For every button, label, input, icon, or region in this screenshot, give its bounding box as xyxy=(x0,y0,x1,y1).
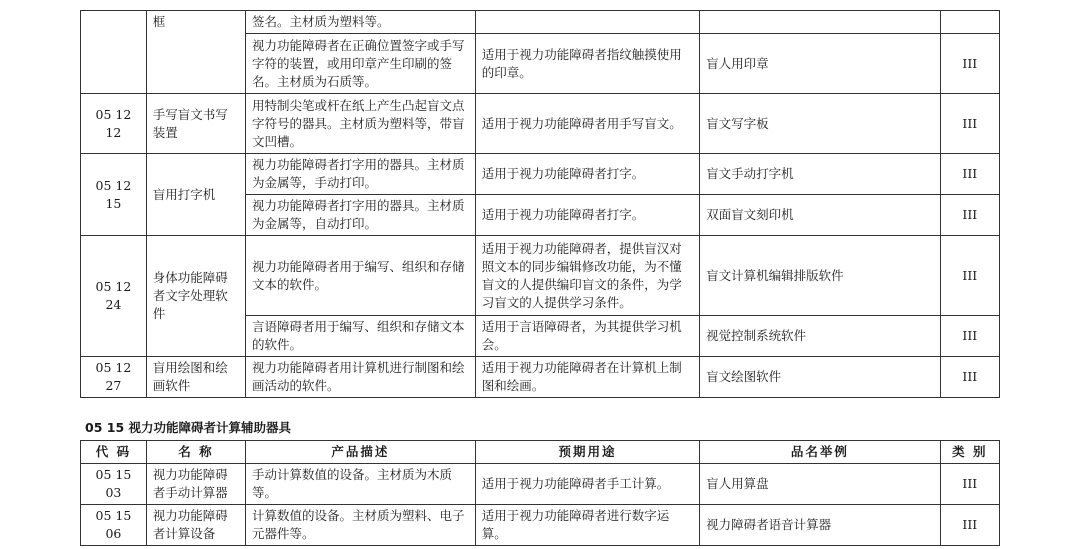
example-cell: 视觉控制系统软件 xyxy=(700,316,941,357)
desc-cell: 手动计算数值的设备。主材质为木质等。 xyxy=(246,464,476,505)
calculation-aids-table xyxy=(80,440,1000,546)
desc-cell: 视力功能障碍者打字用的器具。主材质为金属等，手动打印。 xyxy=(246,154,476,195)
category-cell xyxy=(940,11,999,34)
category-cell: III xyxy=(940,94,999,154)
header-intended-use: 预期用途 xyxy=(475,441,699,464)
code-cell: 05 12 12 xyxy=(81,94,147,154)
name-cell: 框 xyxy=(146,11,245,94)
name-cell: 盲用打字机 xyxy=(146,154,245,236)
example-cell: 盲人用印章 xyxy=(700,34,941,94)
category-cell: III xyxy=(940,154,999,195)
header-name: 名 称 xyxy=(146,441,245,464)
use-cell: 适用于视力功能障碍者进行数字运算。 xyxy=(475,505,699,546)
desc-cell: 视力功能障碍者用计算机进行制图和绘画活动的软件。 xyxy=(246,357,476,398)
example-cell: 双面盲文刻印机 xyxy=(700,195,941,236)
example-cell: 盲人用算盘 xyxy=(700,464,941,505)
use-cell: 适用于视力功能障碍者指纹触摸使用的印章。 xyxy=(475,34,699,94)
category-cell: III xyxy=(940,505,999,546)
desc-cell: 视力功能障碍者在正确位置签字或手写字符的装置，或用印章产生印刷的签名。主材质为石质等。 xyxy=(246,34,476,94)
code-cell: 05 12 24 xyxy=(81,236,147,357)
desc-cell: 视力功能障碍者用于编写、组织和存储文本的软件。 xyxy=(246,236,476,316)
use-cell: 适用于言语障碍者，为其提供学习机会。 xyxy=(475,316,699,357)
desc-cell: 用特制尖笔或杆在纸上产生凸起盲文点字符号的器具。主材质为塑料等，带盲文凹槽。 xyxy=(246,94,476,154)
table-row xyxy=(81,154,1000,195)
example-cell: 盲文绘图软件 xyxy=(700,357,941,398)
header-description: 产品描述 xyxy=(246,441,476,464)
example-cell: 盲文计算机编辑排版软件 xyxy=(700,236,941,316)
desc-cell: 签名。主材质为塑料等。 xyxy=(246,11,476,34)
table-row xyxy=(81,505,1000,546)
use-cell: 适用于视力功能障碍者，提供盲汉对照文本的同步编辑修改功能，为不懂盲文的人提供编印盲文的条件，为学习盲文的人提供学习条件。 xyxy=(475,236,699,316)
table-row xyxy=(81,357,1000,398)
category-cell: III xyxy=(940,236,999,316)
code-cell: 05 12 27 xyxy=(81,357,147,398)
header-category: 类 别 xyxy=(940,441,999,464)
example-cell xyxy=(700,11,941,34)
code-cell: 05 15 03 xyxy=(81,464,147,505)
table-header-row xyxy=(81,441,1000,464)
name-cell: 手写盲文书写装置 xyxy=(146,94,245,154)
desc-cell: 视力功能障碍者打字用的器具。主材质为金属等，自动打印。 xyxy=(246,195,476,236)
category-cell: III xyxy=(940,195,999,236)
use-cell: 适用于视力功能障碍者在计算机上制图和绘画。 xyxy=(475,357,699,398)
example-cell: 盲文写字板 xyxy=(700,94,941,154)
name-cell: 身体功能障碍者文字处理软件 xyxy=(146,236,245,357)
product-table-continued xyxy=(80,10,1000,398)
name-cell: 视力功能障碍者计算设备 xyxy=(146,505,245,546)
use-cell: 适用于视力功能障碍者用手写盲文。 xyxy=(475,94,699,154)
category-cell: III xyxy=(940,34,999,94)
code-cell: 05 15 06 xyxy=(81,505,147,546)
code-cell xyxy=(81,11,147,94)
section-title: 05 15 视力功能障碍者计算辅助器具 xyxy=(85,420,291,435)
name-cell: 视力功能障碍者手动计算器 xyxy=(146,464,245,505)
table-row xyxy=(81,464,1000,505)
desc-cell: 言语障碍者用于编写、组织和存储文本的软件。 xyxy=(246,316,476,357)
example-cell: 视力障碍者语音计算器 xyxy=(700,505,941,546)
category-cell: III xyxy=(940,357,999,398)
use-cell: 适用于视力功能障碍者手工计算。 xyxy=(475,464,699,505)
use-cell: 适用于视力功能障碍者打字。 xyxy=(475,154,699,195)
example-cell: 盲文手动打字机 xyxy=(700,154,941,195)
header-example: 品名举例 xyxy=(700,441,941,464)
name-cell: 盲用绘图和绘画软件 xyxy=(146,357,245,398)
table-row xyxy=(81,11,1000,34)
code-cell: 05 12 15 xyxy=(81,154,147,236)
use-cell: 适用于视力功能障碍者打字。 xyxy=(475,195,699,236)
desc-cell: 计算数值的设备。主材质为塑料、电子元器件等。 xyxy=(246,505,476,546)
header-code: 代 码 xyxy=(81,441,147,464)
category-cell: III xyxy=(940,464,999,505)
category-cell: III xyxy=(940,316,999,357)
use-cell xyxy=(475,11,699,34)
table-row xyxy=(81,236,1000,316)
table-row xyxy=(81,94,1000,154)
